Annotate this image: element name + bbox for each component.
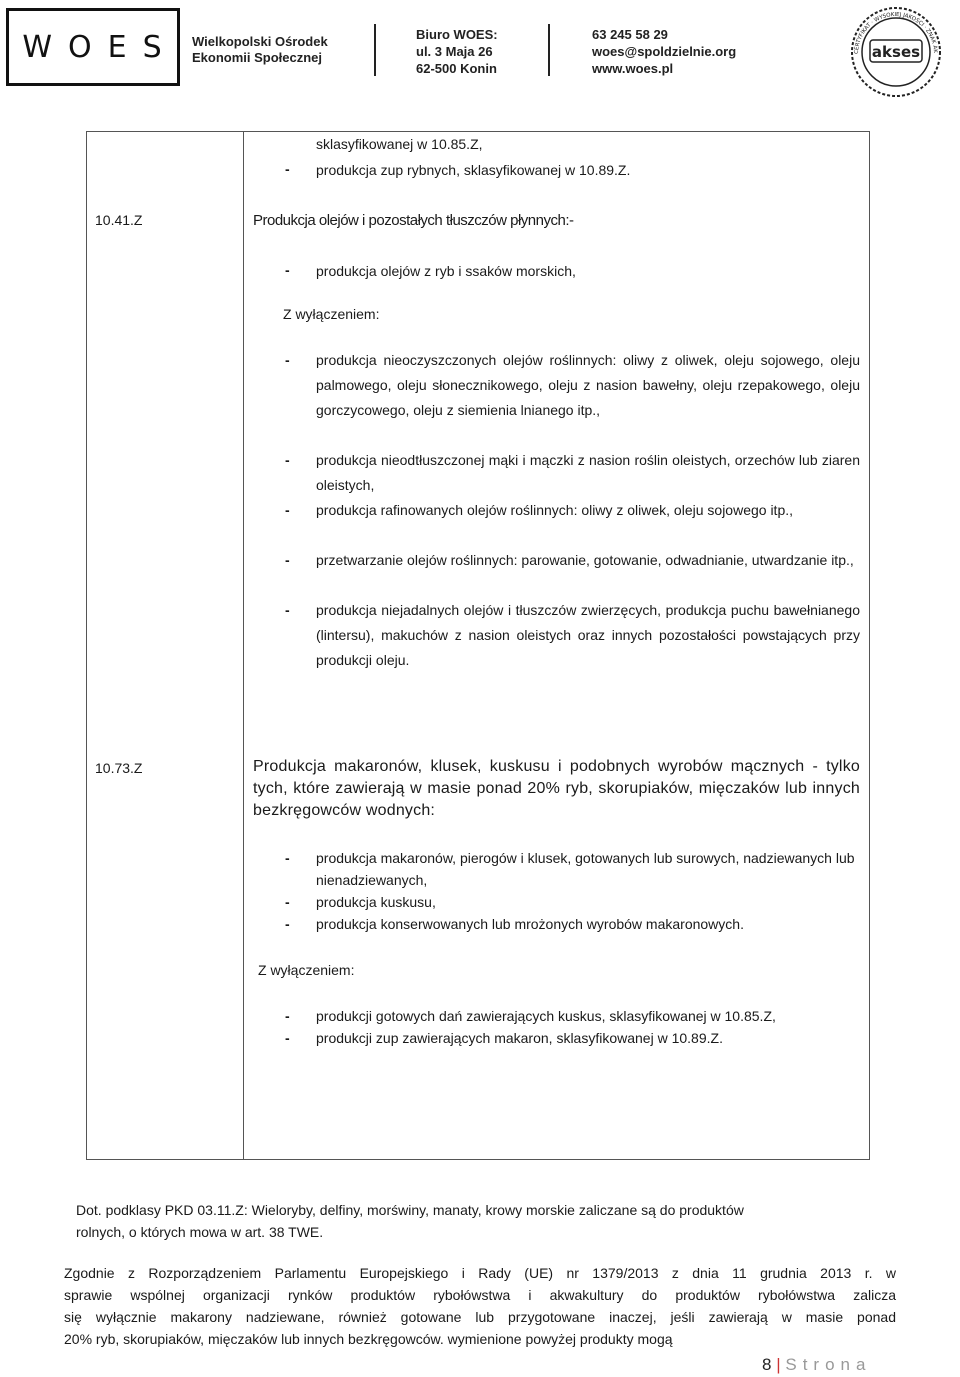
regulation-line: 20% ryb, skorupiaków, mięczaków lub innych bezkręgowców. wymienione powyżej produkty mogą (64, 1331, 673, 1347)
list-bullet: - (285, 161, 290, 177)
office-address (416, 26, 498, 77)
list-bullet: - (285, 602, 290, 618)
organization-name-line2: Ekonomii Społecznej (192, 50, 323, 65)
section-heading: Produkcja olejów i pozostałych tłuszczów płynnych:- (253, 212, 574, 229)
page-number-label: Strona (785, 1355, 872, 1374)
list-bullet: - (285, 502, 290, 518)
list-bullet: - (285, 894, 290, 910)
contact-info (592, 26, 736, 77)
woes-logo (6, 8, 180, 86)
column-divider (243, 132, 244, 1159)
regulation-line: Zgodnie z Rozporządzeniem Parlamentu Europejskiego i Rady (UE) nr 1379/2013 z dnia 11 grudnia 2013 r. w (64, 1265, 896, 1281)
pkd-table (86, 131, 870, 1160)
list-item: produkcja rafinowanych olejów roślinnych: oliwy z oliwek, oleju sojowego itp., (316, 502, 794, 518)
pkd-code: 10.73.Z (95, 760, 143, 776)
list-bullet: - (285, 916, 290, 932)
page-header (0, 0, 960, 90)
page-number (762, 1355, 871, 1375)
woes-logo-text: WOES (22, 29, 178, 65)
list-bullet: - (285, 850, 290, 866)
list-item: produkcja olejów z ryb i ssaków morskich, (316, 263, 576, 279)
exclusion-label: Z wyłączeniem: (258, 962, 355, 978)
list-bullet: - (285, 1030, 290, 1046)
office-city: 62-500 Konin (416, 61, 497, 76)
exclusion-label: Z wyłączeniem: (283, 306, 380, 322)
regulation-line: się wyłącznie makarony nadziewane, również gotowane lub przygotowane inaczej, jeśli zawierają w masie ponad (64, 1309, 896, 1325)
organization-name-line1: Wielkopolski Ośrodek (192, 34, 328, 49)
list-bullet: - (285, 452, 290, 468)
list-bullet: - (285, 262, 290, 278)
pkd-note-line: rolnych, o których mowa w art. 38 TWE. (76, 1224, 324, 1240)
list-item: produkcji gotowych dań zawierających kuskus, sklasyfikowanej w 10.85.Z, (316, 1008, 776, 1024)
regulation-line: sprawie wspólnej organizacji rynków produktów rybołówstwa i akwakultury do produktów rybołówstwa zalicza (64, 1287, 896, 1303)
list-item: produkcja zup rybnych, sklasyfikowanej w 10.89.Z. (316, 162, 631, 178)
header-divider (548, 24, 550, 76)
office-street: ul. 3 Maja 26 (416, 44, 493, 59)
list-item: produkcja konserwowanych lub mrożonych wyrobów makaronowych. (316, 916, 744, 932)
section-heading: Produkcja makaronów, klusek, kuskusu i podobnych wyrobów mącznych - tylko tych, które zawierają w masie ponad 20% ryb, skorupiaków, mięczaków lub innych bezkręgowców wodnych: (253, 758, 860, 819)
page-number-separator: | (776, 1355, 781, 1374)
header-divider (374, 24, 376, 76)
akses-certificate-seal-icon (836, 2, 956, 98)
office-label: Biuro WOES: (416, 27, 498, 42)
page-number-value: 8 (762, 1355, 772, 1374)
list-item: produkcji zup zawierających makaron, sklasyfikowanej w 10.89.Z. (316, 1030, 723, 1046)
organization-name (192, 34, 328, 66)
contact-phone: 63 245 58 29 (592, 27, 668, 42)
list-item: produkcja makaronów, pierogów i klusek, gotowanych lub surowych, nadziewanych lub nienadziewanych, (316, 850, 855, 888)
list-bullet: - (285, 352, 290, 368)
pkd-code: 10.41.Z (95, 212, 143, 228)
continuation-line: sklasyfikowanej w 10.85.Z, (316, 136, 483, 152)
list-bullet: - (285, 1008, 290, 1024)
seal-text: akses (871, 43, 921, 61)
contact-website: www.woes.pl (592, 61, 674, 76)
list-item: produkcja kuskusu, (316, 894, 436, 910)
list-item: przetwarzanie olejów roślinnych: parowanie, gotowanie, odwadnianie, utwardzanie itp., (316, 552, 854, 568)
pkd-note-line: Dot. podklasy PKD 03.11.Z: Wieloryby, delfiny, morświny, manaty, krowy morskie zaliczane są do produktów (76, 1202, 744, 1218)
contact-email: woes@spoldzielnie.org (592, 44, 737, 59)
list-item: produkcja nieodtłuszczonej mąki i mączki z nasion roślin oleistych, orzechów lub ziaren oleistych, (316, 452, 860, 493)
list-item: produkcja nieoczyszczonych olejów roślinnych: oliwy z oliwek, oleju sojowego, oleju palmowego, oleju słonecznikowego, oleju z nasion bawełny, oleju rzepakowego, oleju gorczycowego, oleju z siemienia lnianego itp., (316, 352, 860, 418)
seal-ring-text: CERTYFIKAT · WYSOKIEJ JAKOŚCI · ZNAK AK (853, 11, 939, 55)
list-item: produkcja niejadalnych olejów i tłuszczów zwierzęcych, produkcja puchu bawełnianego (lintersu), makuchów z nasion oleistych oraz innych pozostałości powstających przy produkcji oleju. (316, 602, 860, 668)
list-bullet: - (285, 552, 290, 568)
